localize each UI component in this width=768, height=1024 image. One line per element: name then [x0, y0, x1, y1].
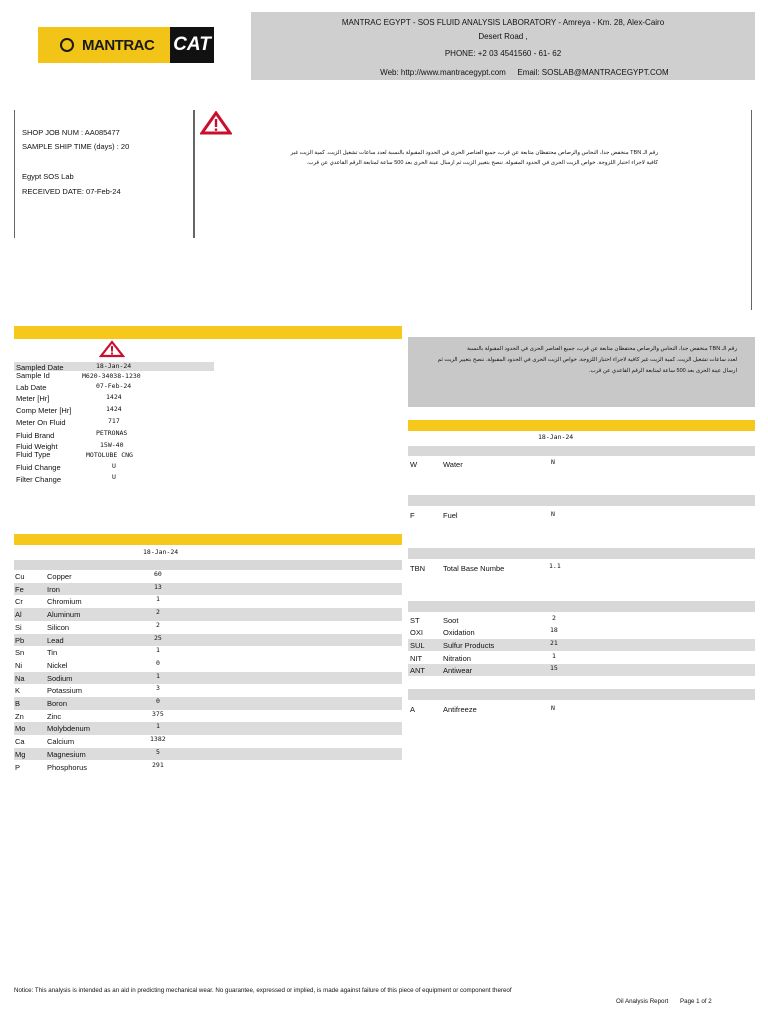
antifreeze-val: N	[551, 704, 555, 712]
element-row: Pb Lead 25	[14, 634, 402, 647]
wear-metals-header	[14, 534, 402, 545]
comment-arabic-line2: كافية لاجراء اختبار اللزوجة. خواص الزيت الحرى في الحدود المقبولة. ننصح بتغيير الزيت ثم ارسال عينة الحرى بعد 500 ساعة لمتابعة الرقم القاعدي عن قرب.	[306, 160, 658, 166]
sample-row: Fluid Type MOTOLUBE CNG	[16, 450, 133, 459]
header-web: Web: http://www.mantracegypt.com	[380, 68, 506, 77]
element-row: Cu Copper 60	[15, 570, 162, 581]
sample-ship-time: SAMPLE SHIP TIME (days) : 20	[22, 142, 130, 151]
header-email: Email: SOSLAB@MANTRACEGYPT.COM	[517, 68, 669, 77]
fuel-header	[408, 495, 755, 506]
footer-page: Page 1 of 2	[680, 998, 712, 1005]
element-row: K Potassium 3	[15, 684, 160, 696]
element-row: Mg Magnesium 5	[14, 748, 402, 761]
header-line2: Desert Road ,	[478, 32, 528, 41]
element-row: Ca Calcium 1382	[15, 735, 166, 747]
element-row: Si Silicon 2	[15, 620, 160, 632]
sample-row: Fluid Change U	[16, 462, 116, 472]
element-row: Sn Tin 1	[15, 646, 160, 658]
wear-date: 18-Jan-24	[143, 548, 179, 556]
element-row: Fe Iron 13	[14, 583, 402, 596]
shop-job-num: SHOP JOB NUM : AA085477	[22, 128, 120, 137]
sample-row: Fluid Weight 15W-40	[16, 441, 124, 451]
water-name: Water	[443, 460, 463, 469]
element-row: P Phosphorus 291	[15, 760, 164, 772]
warning-small-icon	[99, 340, 125, 358]
mantrac-logo	[38, 27, 214, 63]
water-sym: W	[410, 460, 418, 469]
element-row: Cr Chromium 1	[15, 595, 160, 607]
received-date: RECEIVED DATE: 07-Feb-24	[22, 187, 121, 196]
header-line3: PHONE: +2 03 4541560 - 61- 62	[444, 49, 562, 58]
fuel-sym: F	[410, 511, 415, 520]
lab-name: Egypt SOS Lab	[22, 172, 74, 181]
sample-info-header	[14, 326, 402, 339]
comment-box-line2: لعدد ساعات تشغيل الزيت. كمية الزيت غير كافية لاجراء اختبار اللزوجة. خواص الزيت الحرى في الحدود المقبولة. ننصح بتغيير الزيت ثم	[437, 357, 737, 363]
sample-row: Meter [Hr] 1424	[16, 393, 122, 403]
tbn-sym: TBN	[410, 564, 425, 573]
sample-row: Sample Id M620-34038-1230	[16, 371, 141, 380]
tbn-val: 1.1	[549, 562, 561, 570]
comment-box	[408, 337, 755, 407]
element-row: Al Aluminum 2	[14, 608, 402, 621]
ir-row: ANT Antiwear 15	[408, 664, 755, 676]
sample-row: Filter Change U	[16, 473, 116, 484]
water-row	[408, 446, 755, 456]
sample-row: Sampled Date 18-Jan-24	[14, 362, 214, 371]
header-line1: MANTRAC EGYPT - SOS FLUID ANALYSIS LABORATORY - Amreya - Km. 28, Alex-Cairo	[341, 18, 665, 27]
tbn-header	[408, 548, 755, 559]
wear-subheader	[14, 560, 402, 570]
right-date: 18-Jan-24	[538, 433, 574, 441]
ir-row: SUL Sulfur Products 21	[408, 639, 755, 651]
antifreeze-header	[408, 689, 755, 700]
element-row: Mo Molybdenum 1	[14, 722, 402, 735]
footer-notice: Notice: This analysis is intended as an aid in predicting mechanical wear. No guarantee, expressed or implied, is made against failure of this piece of equipment or component thereof	[14, 987, 512, 994]
lab-header	[251, 12, 755, 80]
element-row: Ni Nickel 0	[14, 659, 402, 672]
element-row: B Boron 0	[14, 697, 402, 710]
footer-report: Oil Analysis Report	[616, 998, 669, 1005]
job-divider	[193, 110, 195, 238]
element-row: Na Sodium 1	[14, 672, 402, 685]
fuel-val: N	[551, 510, 555, 518]
comment-arabic-line1: رقم الـ TBN منخفض جدا، النحاس والرصاص محتفظان متابعة عن قرب، جميع العناصر الحرى في الحدود المقبولة بالنسبة لعدد ساعات تشغيل الزيت. كمية الزيت غير	[290, 150, 658, 156]
warning-triangle-icon	[200, 111, 232, 135]
job-left-border	[14, 110, 15, 238]
sample-row: Meter On Fluid 717	[16, 417, 120, 427]
cat-logo: CAT	[170, 27, 214, 63]
comment-box-line1: رقم الـ TBN منخفض جدا، النحاس والرصاص محتفظان متابعة عن قرب، جميع العناصر الحرى في الحدود المقبولة بالنسبة	[467, 346, 737, 352]
ir-row: OXI Oxidation 18	[408, 626, 755, 638]
logo-text: MANTRAC	[82, 36, 155, 54]
sample-row: Comp Meter [Hr] 1424	[16, 405, 122, 415]
antifreeze-sym: A	[410, 705, 416, 714]
fuel-name: Fuel	[443, 511, 458, 520]
element-row: Zn Zinc 375	[15, 709, 164, 721]
mantrac-emblem-icon	[60, 38, 74, 52]
comment-box-line3: ارسال عينة الحرى بعد 500 ساعة لمتابعة الرقم القاعدي عن قرب.	[589, 368, 737, 374]
tbn-name: Total Base Numbe	[443, 564, 505, 573]
sample-row: Fluid Brand PETRONAS	[16, 429, 128, 440]
ir-header	[408, 601, 755, 612]
fluid-header	[408, 420, 755, 431]
ir-row: NIT Nitration 1	[410, 652, 556, 663]
sample-row: Lab Date 07-Feb-24	[16, 382, 132, 392]
antifreeze-name: Antifreeze	[443, 705, 477, 714]
job-right-border	[751, 110, 752, 310]
ir-row: ST Soot 2	[410, 614, 556, 625]
water-val: N	[551, 458, 555, 466]
